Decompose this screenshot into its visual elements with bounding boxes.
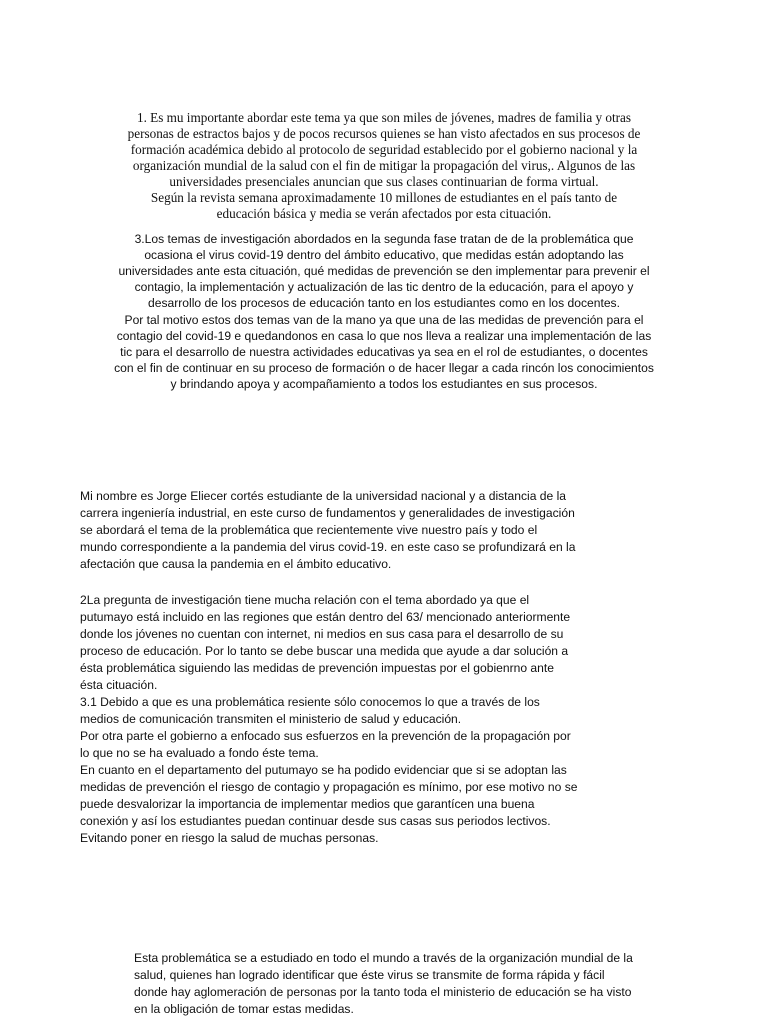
paragraph-importance: 1. Es mu importante abordar este tema ya que son miles de jóvenes, madres de familia y otras personas de estractos bajos y de pocos recursos quienes se han visto afectados en sus procesos de formación académica debido al protocolo de seguridad establecido por el gobierno nacional y la organización mundial de la salud con el fin de mitigar la propagación del virus,. Algunos de las universidades presenciales anuncian que sus clases continuarian de forma virtual. Según la revista semana aproximadamente 10 millones de estudiantes en el país tanto de educación básica y media se verán afectados por esta cituación. xyxy=(127,110,641,221)
paragraph-research-question: 2La pregunta de investigación tiene mucha relación con el tema abordado ya que el putumayo está incluido en las regiones que están dentro del 63/ mencionado anteriormente donde los jóvenes no cuentan con internet, ni medios en sus casa para el desarrollo de su proceso de educación. Por lo tanto se debe buscar una medida que ayude a dar solución a ésta problemática siguiendo las medidas de prevención impuestas por el gobienrno ante ésta cituación. 3.1 Debido a que es una problemática resiente sólo conocemos lo que a través de los medios de comunicación transmiten el ministerio de salud y educación. Por otra parte el gobierno a enfocado sus esfuerzos en la prevención de la propagación por lo que no se ha evaluado a fondo éste tema. En cuanto en el departamento del putumayo se ha podido evidenciar que si se adoptan las medidas de prevención el riesgo de contagio y propagación es mínimo, por ese motivo no se puede desvalorizar la importancia de implementar medios que garantícen una buena conexión y así los estudiantes puedan continuar desde sus casas sus periodos lectivos. Evitando poner en riesgo la salud de muchas personas. xyxy=(80,593,578,845)
paragraph-introduction: Mi nombre es Jorge Eliecer cortés estudiante de la universidad nacional y a distancia de la carrera ingeniería industrial, en este curso de fundamentos y generalidades de investigación se abordará el tema de la problemática que recientemente vive nuestro país y todo el mundo correspondiente a la pandemia del virus covid-19. en este caso se profundizará en la afectación que causa la pandemia en el ámbito educativo. xyxy=(80,489,576,571)
paragraph-global-study: Esta problemática se a estudiado en todo el mundo a través de la organización mundial de la salud, quienes han logrado identificar que éste virus se transmite de forma rápida y fácil donde hay aglomeración de personas por la tanto toda el ministerio de educación se ha visto en la obligación de tomar estas medidas. xyxy=(134,951,633,1016)
paragraph-motive: Por tal motivo estos dos temas van de la mano ya que una de las medidas de prevención para el contagio del covid-19 e quedandonos en casa lo que nos lleva a realizar una implementación de las tic para el desarrollo de nuestra actividades educativas ya sea en el rol de estudiantes, o docentes con el fin de continuar en su proceso de formación o de hacer llegar a cada rincón los conocimientos y brindando apoya y acompañamiento a todos los estudiantes en sus procesos. xyxy=(114,313,654,391)
paragraph-research-topics: 3.Los temas de investigación abordados en la segunda fase tratan de de la problemática que ocasiona el virus covid-19 dentro del ámbito educativo, que medidas están adoptando las universidades ante esta cituación, qué medidas de prevención se den implementar para prevenir el contagio, la implementación y actualización de las tic dentro de la educación, para el apoyo y desarrollo de los procesos de educación tanto en los estudiantes como en los docentes. xyxy=(118,232,650,310)
